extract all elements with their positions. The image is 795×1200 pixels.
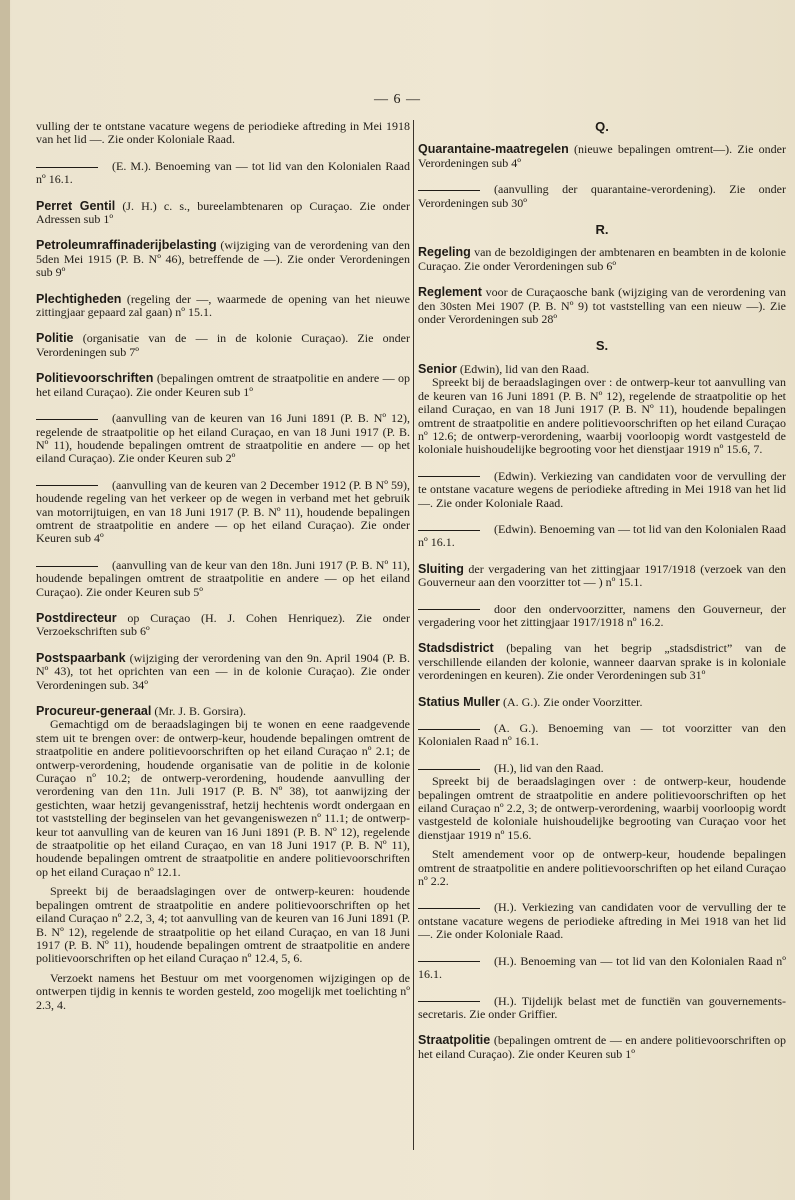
index-entry bbox=[36, 479, 410, 546]
index-entry bbox=[418, 523, 786, 550]
left-column bbox=[36, 120, 410, 1025]
index-entry bbox=[418, 722, 786, 749]
page-edge bbox=[0, 0, 10, 1200]
entry-text bbox=[418, 1034, 786, 1061]
index-entry bbox=[36, 652, 410, 692]
entry-heading: Petroleumraffinaderijbelasting bbox=[36, 238, 217, 253]
entry-heading: Perret Gentil bbox=[36, 198, 116, 213]
entry-text bbox=[418, 762, 786, 775]
index-entry bbox=[418, 642, 786, 682]
entry-text bbox=[418, 642, 786, 682]
entry-heading: Postdirecteur bbox=[36, 610, 117, 625]
entry-text bbox=[36, 200, 410, 227]
entry-body: (H.). Verkiezing van candidaten voor de vervulling der te ontstane vacature wegens de periodieke aftreding in Mei 1918 van het lid —. Zie onder Koloniale Raad. bbox=[418, 900, 786, 942]
index-entry bbox=[36, 412, 410, 466]
entry-text bbox=[36, 293, 410, 320]
entry-text bbox=[418, 722, 786, 749]
entry-heading: Reglement bbox=[418, 285, 482, 300]
index-entry bbox=[418, 563, 786, 590]
section-letter: S. bbox=[595, 338, 609, 354]
entry-body: (H.). Tijdelijk belast met de functiën van gouvernements-secretaris. Zie onder Griffier. bbox=[418, 993, 786, 1021]
entry-heading: Stadsdistrict bbox=[418, 641, 494, 656]
index-entry bbox=[418, 1034, 786, 1061]
entry-body: (wijziging der verordening van den 9n. April 1904 (P. B. Nº 43), tot het oprichten van een — in de kolonie Curaçao). Zie onder Verordeningen sub. 34º bbox=[36, 650, 410, 692]
entry-body: van de bezoldigingen der ambtenaren en beambten in de kolonie Curaçao. Zie onder Verordeningen sub 6º bbox=[418, 245, 786, 273]
entry-text bbox=[36, 612, 410, 639]
entry-heading: Procureur-generaal bbox=[36, 704, 152, 718]
entry-text bbox=[418, 286, 786, 326]
index-entry bbox=[418, 762, 786, 889]
entry-body: (A. G.). Zie onder Voorzitter. bbox=[502, 694, 643, 709]
section-letter: R. bbox=[595, 222, 609, 238]
entry-heading: Straatpolitie bbox=[418, 1033, 491, 1048]
entry-heading: Plechtigheden bbox=[36, 291, 122, 306]
entry-heading: Statius Muller bbox=[418, 694, 500, 709]
index-entry bbox=[36, 293, 410, 320]
index-entry bbox=[36, 705, 410, 1012]
index-entry bbox=[418, 995, 786, 1022]
entry-heading: Sluiting bbox=[418, 561, 464, 576]
repeat-dash bbox=[36, 419, 98, 420]
entry-body: door den ondervoorzitter, namens den Gouverneur, der vergadering voor het zittingjaar 1917/1918 nº 16.2. bbox=[418, 601, 786, 629]
entry-body: (aanvulling van de keuren van 2 December 1912 (P. B Nº 59), houdende regeling van het verkeer op de wegen in verband met het gebruik van motorrijtuigen, en van 18 Juni 1917 (P. B. Nº 11), houdende bepalingen omtrent de straatpolitie en andere — op het eiland Curaçao). Zie onder Keuren sub 4º bbox=[36, 477, 410, 546]
entry-text bbox=[418, 696, 786, 709]
repeat-dash bbox=[36, 167, 98, 168]
repeat-dash bbox=[418, 908, 480, 909]
entry-body: op Curaçao (H. J. Cohen Henriquez). Zie onder Verzoekschriften sub 6º bbox=[36, 610, 410, 639]
entry-text bbox=[36, 412, 410, 466]
repeat-dash bbox=[36, 485, 98, 486]
entry-text bbox=[418, 955, 786, 982]
entry-text bbox=[418, 523, 786, 550]
index-entry bbox=[36, 559, 410, 599]
entry-body: (Edwin). Verkiezing van candidaten voor de vervulling der te ontstane vacature wegens de periodieke aftreding in Mei 1918 van het lid —. Zie onder Koloniale Raad. bbox=[418, 468, 786, 510]
index-entry bbox=[418, 183, 786, 210]
index-entry bbox=[418, 286, 786, 326]
entry-body: (J. H.) c. s., bureelambtenaren op Curaçao. Zie onder Adressen sub 1º bbox=[36, 198, 410, 227]
entry-text bbox=[36, 160, 410, 187]
index-entry bbox=[36, 612, 410, 639]
repeat-dash bbox=[418, 961, 480, 962]
entry-paragraph: Spreekt bij de beraadslagingen over : de ontwerp-keur, houdende bepalingen omtrent de straatpolitie en andere politievoorschriften op het eiland Curaçao nº 2.2, 3; de ontwerp-verordening, waarbij voorloopig wordt vastgesteld de koloniale huishoudelijke begrooting van Curaçao voor het dienstjaar 1919 nº 15.6. bbox=[418, 774, 786, 842]
entry-text bbox=[418, 143, 786, 170]
repeat-dash bbox=[418, 1001, 480, 1002]
entry-text bbox=[418, 246, 786, 273]
entry-text bbox=[36, 372, 410, 399]
entry-body: vulling der te ontstane vacature wegens de periodieke aftreding in Mei 1918 van het lid —. Zie onder Koloniale Raad. bbox=[36, 119, 410, 147]
entry-body: (aanvulling der quarantaine-verordening). Zie onder Verordeningen sub 30º bbox=[418, 182, 786, 210]
entry-text bbox=[36, 239, 410, 279]
entry-body: (bepaling van het begrip „stadsdistrict” van de verschillende eilanden der kolonie, wanneer daarvan sprake is in koloniale verordeningen en keuren). Zie onder Verordeningen sub 31º bbox=[418, 641, 787, 683]
index-entry bbox=[418, 143, 786, 170]
repeat-dash bbox=[418, 476, 480, 477]
right-column bbox=[418, 120, 786, 1074]
entry-text bbox=[418, 603, 786, 630]
section-letter: Q. bbox=[595, 119, 609, 134]
entry-body: (A. G.). Benoeming van — tot voorzitter van den Kolonialen Raad nº 16.1. bbox=[418, 721, 786, 749]
index-entry bbox=[418, 696, 786, 709]
entry-body: (Mr. J. B. Gorsira). bbox=[154, 704, 246, 718]
entry-text bbox=[36, 559, 410, 599]
entry-body: (H.). Benoeming van — tot lid van den Kolonialen Raad nº 16.1. bbox=[418, 953, 786, 982]
entry-paragraph: Stelt amendement voor op de ontwerp-keur, houdende bepalingen omtrent de straatpolitie en andere politievoorschriften op het eiland Curaçao nº 2.2. bbox=[418, 847, 786, 889]
page-number: — 6 — bbox=[374, 92, 421, 107]
repeat-dash bbox=[36, 566, 98, 567]
entry-body: (Edwin). Benoeming van — tot lid van den Kolonialen Raad nº 16.1. bbox=[418, 521, 786, 550]
entry-text bbox=[418, 183, 786, 210]
entry-text bbox=[418, 995, 786, 1022]
entry-text bbox=[36, 479, 410, 546]
entry-body: (nieuwe bepalingen omtrent—). Zie onder Verordeningen sub 4º bbox=[418, 142, 786, 170]
index-entry bbox=[36, 332, 410, 359]
entry-body: (E. M.). Benoeming van — tot lid van den Kolonialen Raad nº 16.1. bbox=[36, 158, 410, 187]
entry-body: (bepalingen omtrent de straatpolitie en andere — op het eiland Curaçao). Zie onder Keuren sub 1º bbox=[36, 371, 410, 399]
entry-body: (H.), lid van den Raad. bbox=[494, 760, 604, 775]
index-entry bbox=[418, 603, 786, 630]
repeat-dash bbox=[418, 530, 480, 531]
entry-body: (organisatie van de — in de kolonie Curaçao). Zie onder Verordeningen sub 7º bbox=[36, 331, 410, 359]
entry-body: voor de Curaçaosche bank (wijziging van de verordening van den 30sten Mei 1907 (P. B. Nº 9) tot vaststelling van een nieuw —). Zie onder Verordeningen sub 28º bbox=[418, 285, 787, 327]
entry-text bbox=[418, 563, 786, 590]
entry-body: (wijziging van de verordening van den 5den Mei 1915 (P. B. Nº 46), betreffende de —). Zie onder Verordeningen sub 9º bbox=[36, 238, 410, 280]
entry-heading: Quarantaine-maatregelen bbox=[418, 142, 569, 157]
entry-text bbox=[36, 705, 410, 718]
index-entry bbox=[418, 470, 786, 510]
index-entry bbox=[36, 160, 410, 187]
index-entry bbox=[418, 246, 786, 273]
index-entry bbox=[36, 239, 410, 279]
entry-heading: Senior bbox=[418, 361, 457, 376]
index-entry bbox=[36, 372, 410, 399]
index-entry bbox=[418, 955, 786, 982]
entry-heading: Postspaarbank bbox=[36, 650, 126, 665]
entry-body: (regeling der —, waarmede de opening van het nieuwe zittingjaar gepaard zal gaan) nº 15.1. bbox=[36, 291, 411, 320]
entry-text bbox=[36, 652, 410, 692]
entry-paragraph: Spreekt bij de beraadslagingen over de ontwerp-keuren: houdende bepalingen omtrent de straatpolitie en andere politievoorschriften op het eiland Curaçao nº 2.2, 3, 4; tot aanvulling van de keuren van 16 Juni 1891 (P. B. Nº 12), regelende de straatpolitie op het eiland Curaçao, en van 18 Juni 1917 (P. B. Nº 11), houdende bepalingen omtrent de straatpolitie en andere politievoorschriften op het eiland Curaçao nº 12.4, 5, 6. bbox=[36, 884, 410, 966]
entry-body: (aanvulling van de keuren van 16 Juni 1891 (P. B. Nº 12), regelende de straatpolitie op het eiland Curaçao, en van 18 Juni 1917 (P. B. Nº 11), houdende bepalingen omtrent de straatpolitie en andere — op het eiland Curaçao). Zie onder Keuren sub 2º bbox=[36, 411, 410, 466]
entry-text bbox=[418, 363, 786, 376]
index-entry bbox=[36, 200, 410, 227]
entry-body: (aanvulling van de keur van den 18n. Juni 1917 (P. B. Nº 11), houdende bepalingen omtrent de straatpolitie en andere — op het eiland Curaçao). Zie onder Keuren sub 5º bbox=[36, 557, 410, 599]
index-entry bbox=[418, 363, 786, 457]
repeat-dash bbox=[418, 609, 480, 610]
repeat-dash bbox=[418, 729, 480, 730]
entry-heading: Regeling bbox=[418, 245, 471, 260]
entry-text bbox=[36, 120, 410, 147]
entry-body: der vergadering van het zittingjaar 1917/1918 (verzoek van den Gouverneur aan den voorzitter tot — ) nº 15.1. bbox=[418, 561, 787, 590]
column-divider bbox=[413, 120, 414, 1150]
entry-text bbox=[418, 901, 786, 941]
entry-paragraph: Verzoekt namens het Bestuur om met voorgenomen wijzigingen op de ontwerpen tijdig in kennis te worden gesteld, zoo mogelijk met toelichting nº 2.3, 4. bbox=[36, 970, 410, 1012]
repeat-dash bbox=[418, 190, 480, 191]
entry-body: (bepalingen omtrent de — en andere politievoorschriften op het eiland Curaçao). Zie onder Keuren sub 1º bbox=[418, 1033, 787, 1061]
entry-body: (Edwin), lid van den Raad. bbox=[459, 361, 590, 376]
entry-text bbox=[418, 470, 786, 510]
entry-paragraph: Spreekt bij de beraadslagingen over : de ontwerp-keur tot aanvulling van de keuren van 16 Juni 1891 (P. B. Nº 12), regelende de straatpolitie op het eiland Curaçao, en van 18 Juni 1917 (P. B. Nº 11), houdende bepalingen omtrent de straatpolitie en andere politievoorschriften op het eiland Curaçao nº 12.6; de ontwerp-verordening, waarbij voorloopig wordt vastgesteld de koloniale huishoudelijke begrooting voor het dienstjaar 1919 nº 15.6, 7. bbox=[418, 375, 786, 457]
entry-paragraph: Gemachtigd om de beraadslagingen bij te wonen en eene raadgevende stem uit te brengen over: de ontwerp-keur, houdende bepalingen omtrent de straatpolitie en andere politievoorschriften op het eiland Curaçao nº 2.1; de ontwerp-verordening, houdende organisatie van de politie in de kolonie Curaçao nº 10.2; de ontwerp-verordening, houdende aanvulling der verordening van den 11n. Juli 1917 (P. B. Nº 38), tot aanwijzing der gestichten, waar hetzij gevangenisstraf, hetzij hechtenis wordt ondergaan en tot vaststelling der beginselen van het gevangeniswezen nº 11.1; de ontwerp-keur tot aanvulling van de keuren van 16 Juni 1891 (P. B. Nº 12), regelende de straatpolitie op het eiland Curaçao, en van 18 Juni 1917 (P. B. Nº 11), houdende bepalingen omtrent de straatpolitie en andere politievoorschriften op het eiland Curaçao nº 12.1. bbox=[36, 717, 410, 879]
entry-heading: Politievoorschriften bbox=[36, 371, 154, 386]
entry-text bbox=[36, 332, 410, 359]
index-entry bbox=[418, 901, 786, 941]
entry-heading: Politie bbox=[36, 331, 74, 346]
repeat-dash bbox=[418, 769, 480, 770]
index-entry bbox=[36, 120, 410, 147]
